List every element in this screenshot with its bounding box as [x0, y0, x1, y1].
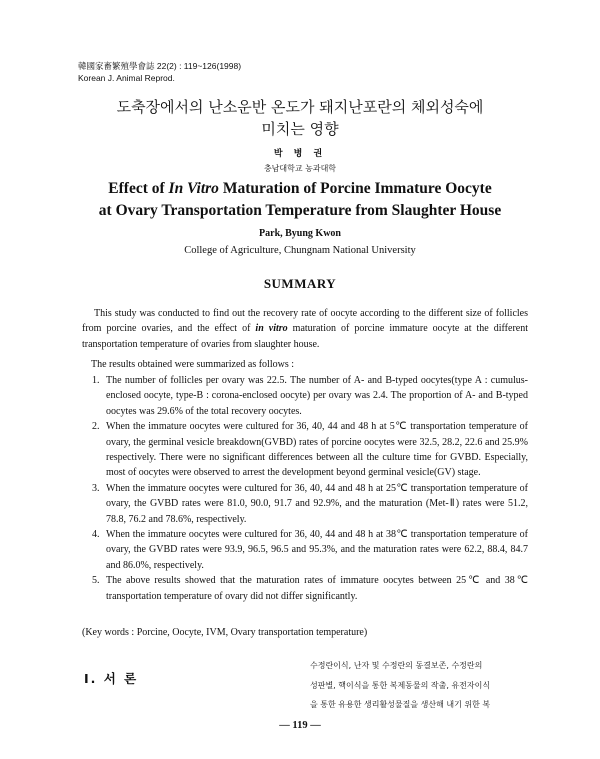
journal-citation-english: Korean J. Animal Reprod. [78, 73, 175, 83]
summary-text: maturation of porcine immature oocyte at the different transportation temperature of ovaries from slaughter house. [82, 323, 528, 350]
results-intro: The results obtained were summarized as follows : [91, 359, 294, 370]
list-item-number: 2. [92, 421, 100, 433]
journal-citation-korean: 韓國家畜繁殖學會誌 22(2) : 119~126(1998) [78, 61, 242, 71]
list-item [82, 419, 528, 481]
section-heading-introduction: Ⅰ. 서 론 [84, 671, 139, 686]
korean-title-line-2: 미치는 영향 [261, 120, 339, 138]
summary-italic: in vitro [255, 323, 288, 335]
english-title-italic: In Vitro [168, 180, 219, 197]
korean-affiliation: 충남대학교 농과대학 [263, 164, 337, 173]
korean-title-line-1: 도축장에서의 난소운반 온도가 돼지난포란의 체외성숙에 [116, 98, 484, 116]
korean-author: 박 병 권 [273, 149, 327, 159]
english-author: Park, Byung Kwon [259, 228, 341, 239]
list-item-number: 4. [92, 529, 100, 541]
list-item-number: 1. [92, 375, 100, 386]
list-item-number: 5. [92, 575, 100, 587]
keywords: (Key words : Porcine, Oocyte, IVM, Ovary transportation temperature) [82, 627, 368, 638]
body-line: 성판별, 핵이식을 통한 복제동물의 작출, 유전자이식 [310, 680, 491, 690]
results-list [82, 373, 528, 604]
body-line: 수정란이식, 난자 및 수정란의 동결보존, 수정란의 [310, 661, 483, 670]
list-item-text: When the immature oocytes were cultured for 36, 40, 44 and 48 h at 25℃ transportation temperature of ovary, the GVBD rates were 81.0, 90.0, 91.7 and 92.9%, and the maturation (Met-Ⅱ) rates were 51.2, 78.8, 76.2 and 78.6%, respectively. [106, 482, 528, 525]
summary-heading: SUMMARY [263, 276, 337, 291]
page-number: — 119 — [279, 720, 321, 731]
list-item-text: When the immature oocytes were cultured for 36, 40, 44 and 48 h at 38℃ transportation temperature of ovary, the GVBD rates were 93.9, 96.5, 96.5 and 95.3%, and the maturation rates were 62.2, 88.4, 84.7 and 86.0%, respectively. [106, 529, 528, 571]
english-title-line-1 [0, 178, 600, 200]
english-affiliation: College of Agriculture, Chungnam National University [184, 245, 416, 256]
list-item-number: 3. [92, 482, 100, 494]
list-item [82, 373, 528, 419]
list-item-text: The above results showed that the maturation rates of immature oocytes between 25℃ and 38℃ transportation temperature of ovary did not differ significantly. [106, 575, 528, 602]
list-item [82, 527, 528, 573]
journal-citation [78, 60, 241, 84]
english-title-part: Effect of [108, 180, 169, 197]
summary-text: This study was conducted to find out the recovery rate of oocyte according to the different size of follicles from porcine ovaries, and the effect of [82, 308, 528, 335]
introduction-body [310, 656, 530, 715]
list-item [82, 573, 528, 604]
list-item [82, 481, 528, 527]
list-item-text: The number of follicles per ovary was 22.5. The number of A- and B-typed oocytes(type A : cumulus-enclosed oocyte, type-B : corona-enclosed oocyte) per ovary was 2.4. The proportion of A- and B-typed oocytes was 29.6% of the total recovery oocytes. [106, 375, 528, 417]
english-title-part: Maturation of Porcine Immature Oocyte [218, 180, 492, 197]
english-title-line-2: at Ovary Transportation Temperature from Slaughter House [98, 202, 502, 219]
body-line: 을 통한 유용한 생리활성물질을 생산해 내기 위한 복 [310, 700, 491, 709]
list-item-text: When the immature oocytes were cultured for 36, 40, 44 and 48 h at 5℃ transportation temperature of ovary, the germinal vesicle breakdown(GVBD) rates of porcine oocytes were 32.5, 28.2, 22.6 and 25.9% respectively. There were no significant differences between all the culture time for GVBD. Especially, most of oocytes were observed to arrest the development beyond germinal vesicle(GV) stage. [106, 421, 528, 479]
summary-paragraph [82, 306, 528, 352]
